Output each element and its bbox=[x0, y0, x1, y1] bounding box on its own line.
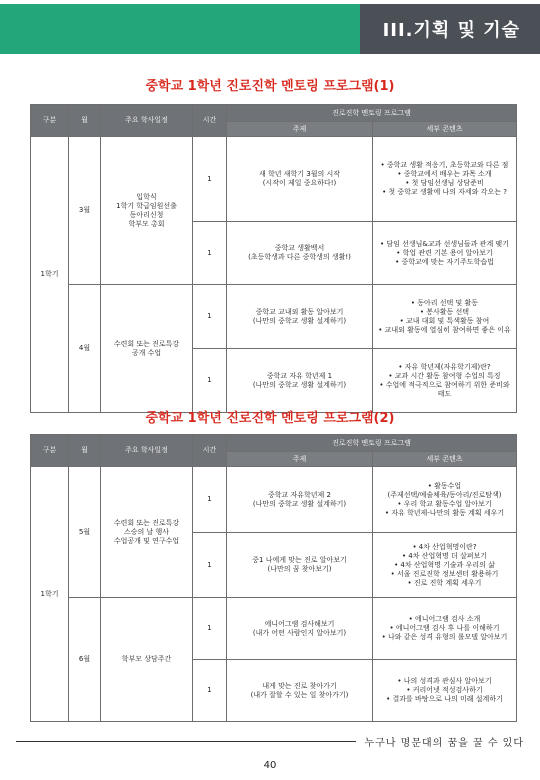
content-line: • 수업에 적극적으로 참여하기 위한 준비와 태도 bbox=[379, 380, 510, 398]
content-line: • 자유 학년제(자유학기제)란? bbox=[398, 362, 491, 371]
time-cell: 1 bbox=[193, 137, 227, 222]
header-gubun: 구분 bbox=[31, 105, 69, 137]
header-theme: 주제 bbox=[227, 122, 373, 137]
month-cell: 6월 bbox=[69, 598, 101, 722]
content-line: • 교내외 활동에 열심히 참여하면 좋은 이유 bbox=[378, 325, 511, 334]
schedule-cell bbox=[101, 285, 193, 413]
content-line: • 자유 학년제-나만의 활동 계획 세우기 bbox=[384, 508, 505, 517]
footer-slogan: 누구나 명문대의 꿈을 꿀 수 있다 bbox=[364, 738, 524, 749]
schedule-line: 1학기 학급임원선출 bbox=[116, 201, 177, 210]
content-line: • 커리어넷 적성검사하기 bbox=[406, 686, 483, 694]
theme-line: 중1 나에게 맞는 진로 알아보기 bbox=[252, 556, 347, 564]
theme-line: 중학교 교내외 활동 알아보기 bbox=[255, 307, 344, 316]
schedule-line: 수업공개 및 연구수업 bbox=[113, 536, 180, 545]
contents-cell bbox=[373, 222, 517, 285]
time-cell: 1 bbox=[193, 349, 227, 413]
theme-line: (내가 잘할 수 있는 일 찾아가기) bbox=[250, 690, 349, 699]
semester-cell: 1학기 bbox=[31, 467, 69, 722]
content-line: (주제선택/예술체육/동아리/진로탐색) bbox=[387, 490, 502, 499]
content-line: • 4차 산업혁명 더 살펴보기 bbox=[401, 551, 488, 560]
time-cell: 1 bbox=[193, 467, 227, 533]
theme-cell bbox=[227, 349, 373, 413]
theme-line: 중학교 자유 학년제 1 bbox=[266, 371, 333, 380]
schedule-cell bbox=[101, 467, 193, 598]
theme-cell bbox=[227, 137, 373, 222]
header-month: 월 bbox=[69, 435, 101, 467]
footer-rule bbox=[16, 741, 356, 742]
content-line: • 결과를 바탕으로 나의 미래 설계하기 bbox=[386, 695, 503, 703]
theme-line: 내게 맞는 진로 찾아가기 bbox=[262, 681, 337, 690]
contents-cell bbox=[373, 467, 517, 533]
table-row bbox=[31, 467, 517, 533]
contents-cell bbox=[373, 660, 517, 722]
theme-line: 중학교 생활백서 bbox=[274, 244, 325, 252]
contents-cell bbox=[373, 598, 517, 660]
theme-cell bbox=[227, 533, 373, 598]
content-line: • 에니어그램 검사 소개 bbox=[408, 615, 481, 623]
month-cell: 3월 bbox=[69, 137, 101, 285]
mentoring-table-1 bbox=[30, 104, 517, 413]
table-row bbox=[31, 137, 517, 222]
content-line: • 학업 관련 기본 용어 알아보기 bbox=[396, 248, 493, 257]
mentoring-table-2 bbox=[30, 434, 517, 722]
content-line: • 중학교에서 배우는 과목 소개 bbox=[397, 170, 492, 178]
schedule-line: 스승의 날 행사 bbox=[123, 527, 170, 536]
schedule-line: 공개 수업 bbox=[131, 348, 162, 357]
content-line: • 중학교에 맞는 자기주도학습법 bbox=[395, 257, 494, 266]
header-time: 시간 bbox=[193, 105, 227, 137]
table-row bbox=[31, 598, 517, 660]
schedule-line: 수련회 또는 진로특강 bbox=[113, 518, 180, 527]
time-cell: 1 bbox=[193, 598, 227, 660]
content-line: • 봉사활동 선택 bbox=[419, 307, 470, 316]
header-detail: 세부 콘텐츠 bbox=[373, 122, 517, 137]
schedule-line: 학부모 상담주간 bbox=[121, 655, 172, 663]
content-line: • 첫 중학교 생활에 나의 자세와 각오는 ? bbox=[382, 188, 507, 196]
page-header bbox=[0, 0, 540, 60]
content-line: • 에니어그램 검사 후 나를 이해하기 bbox=[389, 624, 500, 632]
content-line: • 담임 선생님&교과 선생님들과 관계 맺기 bbox=[380, 239, 509, 248]
time-cell: 1 bbox=[193, 222, 227, 285]
header-schedule: 주요 학사일정 bbox=[101, 435, 193, 467]
content-line: • 첫 담임선생님 상담준비 bbox=[405, 179, 484, 187]
table-row bbox=[31, 285, 517, 349]
theme-line: (나만의 중학교 생활 설계하기) bbox=[252, 316, 347, 325]
theme-cell bbox=[227, 467, 373, 533]
theme-line: 새 학년 새학기 3월의 시작 bbox=[259, 170, 340, 178]
content-line: • 우리 학교 활동수업 알아보기 bbox=[397, 499, 492, 508]
theme-cell bbox=[227, 222, 373, 285]
header-schedule: 주요 학사일정 bbox=[101, 105, 193, 137]
schedule-line: 학부모 총회 bbox=[128, 219, 165, 228]
section-title-2: 중학교 1학년 진로진학 멘토링 프로그램(2) bbox=[145, 411, 395, 426]
contents-cell bbox=[373, 349, 517, 413]
theme-cell bbox=[227, 660, 373, 722]
page-number: 40 bbox=[263, 760, 277, 771]
content-line: • 교과 시간 활동 참여형 수업의 특징 bbox=[388, 371, 501, 380]
header-month: 월 bbox=[69, 105, 101, 137]
content-line: • 진로 진학 계획 세우기 bbox=[407, 578, 482, 587]
content-line: • 서울 진로진학 정보센터 활용하기 bbox=[390, 569, 499, 578]
semester-cell: 1학기 bbox=[31, 137, 69, 413]
theme-line: (내가 어떤 사람인지 알아보기) bbox=[252, 628, 347, 637]
header-time: 시간 bbox=[193, 435, 227, 467]
contents-cell bbox=[373, 137, 517, 222]
theme-line: (나만의 중학교 생활 설계하기) bbox=[252, 380, 347, 389]
schedule-cell bbox=[101, 598, 193, 722]
schedule-line: 수련회 또는 진로특강 bbox=[113, 339, 180, 348]
content-line: • 나와 같은 성격 유형의 롤모델 알아보기 bbox=[381, 633, 508, 641]
content-line: • 동아리 선택 및 활동 bbox=[410, 298, 479, 307]
theme-line: (나만의 꿈 찾아보기) bbox=[267, 565, 332, 573]
header-theme: 주제 bbox=[227, 452, 373, 467]
theme-line: 에니어그램 검사해보기 bbox=[264, 619, 335, 628]
theme-line: 중학교 자유학년제 2 bbox=[268, 490, 331, 499]
content-line: • 중학교 생활 적응기, 초등학교와 다른 점 bbox=[380, 161, 509, 169]
contents-cell bbox=[373, 285, 517, 349]
schedule-line: 동아리신청 bbox=[129, 210, 164, 219]
time-cell: 1 bbox=[193, 660, 227, 722]
section-title-1: 중학교 1학년 진로진학 멘토링 프로그램(1) bbox=[145, 79, 395, 94]
header-gubun: 구분 bbox=[31, 435, 69, 467]
theme-line: (나만의 중학교 생활 설계하기) bbox=[252, 499, 347, 508]
schedule-cell bbox=[101, 137, 193, 285]
time-cell: 1 bbox=[193, 533, 227, 598]
theme-cell bbox=[227, 598, 373, 660]
header-program: 진로진학 멘토링 프로그램 bbox=[227, 435, 517, 452]
content-line: • 나의 성격과 관심사 알아보기 bbox=[397, 677, 492, 685]
schedule-line: 입학식 bbox=[136, 192, 157, 201]
header-detail: 세부 콘텐츠 bbox=[373, 452, 517, 467]
content-line: • 활동수업 bbox=[427, 481, 462, 490]
month-cell: 4월 bbox=[69, 285, 101, 413]
month-cell: 5월 bbox=[69, 467, 101, 598]
theme-cell bbox=[227, 285, 373, 349]
header-program: 진로진학 멘토링 프로그램 bbox=[227, 105, 517, 122]
theme-line: (초등학생과 다른 중학생의 생활!) bbox=[248, 253, 351, 261]
time-cell: 1 bbox=[193, 285, 227, 349]
theme-line: (시작이 제일 중요하다!) bbox=[262, 179, 337, 187]
content-line: • 4차 산업혁명 기술과 우리의 삶 bbox=[394, 560, 495, 569]
content-line: • 4차 산업혁명이란? bbox=[412, 542, 477, 551]
chapter-title: III.기획 및 기술 bbox=[382, 20, 520, 41]
contents-cell bbox=[373, 533, 517, 598]
content-line: • 교내 대회 및 특색활동 참여 bbox=[399, 316, 490, 325]
